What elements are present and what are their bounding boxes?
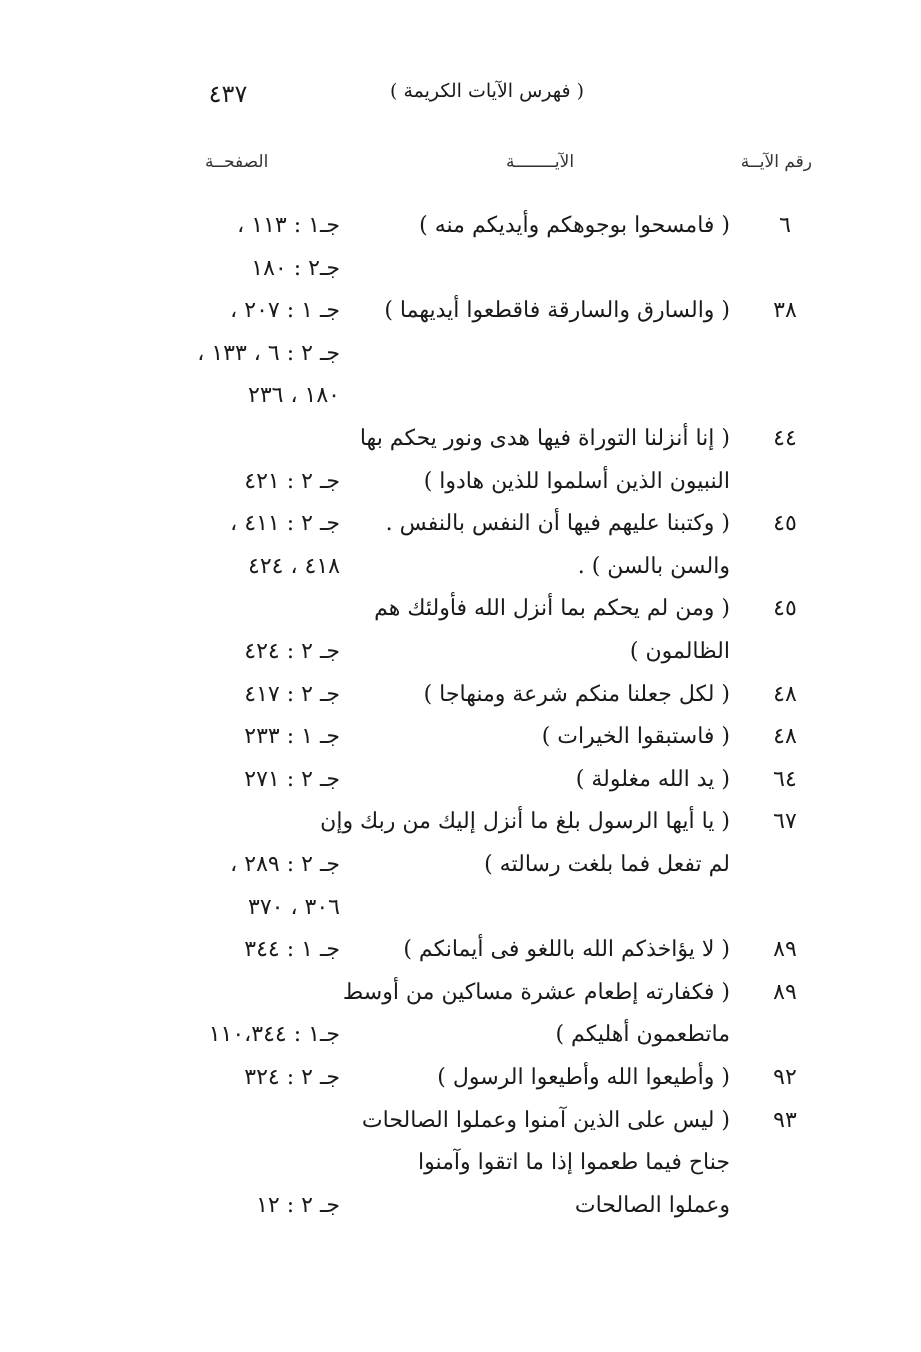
ayah-text: ( فامسحوا بوجوهكم وأيديكم منه ) [419,213,730,238]
index-line [0,979,921,1018]
column-header-ayah-number: رقم الآيــة [740,152,812,172]
index-line [0,1152,921,1188]
index-line [0,894,921,933]
page-reference: جـ ١ : ٢٣٣ [244,724,340,750]
ayah-text: ( لكل جعلنا منكم شرعة ومنهاجا ) [423,681,730,707]
ayah-text: النبيون الذين أسلموا للذين هادوا ) [423,468,730,494]
page-reference: جـ ٢ : ٦ ، ١٣٣ ، [197,340,340,366]
index-line [0,726,921,762]
page-reference: جـ٢ : ١٨٠ [251,255,340,281]
page-reference: جـ١ : ١١٣ ، [237,213,340,238]
ayah-text: ( فكفارته إطعام عشرة مساكين من أوسط [342,979,730,1005]
index-line [0,641,921,677]
ayah-number: ٤٥ [773,596,797,622]
ayah-number: ٤٤ [773,426,797,451]
ayah-number: ٦ [779,213,791,238]
column-header-ayah: الآيــــــــة [505,152,575,172]
ayah-number: ٨٩ [773,979,797,1005]
page-reference: جـ ١ : ٢٠٧ ، [230,298,340,324]
ayah-number: ٩٣ [773,1107,797,1133]
ayah-text: ( لا يؤاخذكم الله باللغو فى أيمانكم ) [403,937,730,963]
page-title: ( فهرس الآيات الكريمة ) [390,80,585,102]
ayah-text: والسن بالسن ) . [577,553,730,579]
ayah-text: ( إنا أنزلنا التوراة فيها هدى ونور يحكم بها [359,426,730,451]
page-reference: جـ١ : ١١٠،٣٤٤ [208,1022,340,1048]
ayah-text: الظالمون ) [629,639,730,664]
ayah-number: ٦٤ [773,766,797,792]
index-line [0,1107,921,1146]
index-line [0,300,921,336]
ayah-number: ٦٧ [773,809,797,835]
index-line [0,854,921,890]
ayah-text: جناح فيما طعموا إذا ما اتقوا وآمنوا [418,1150,730,1176]
page-reference: جـ ٢ : ٢٨٩ ، [230,852,340,877]
ayah-text: ( والسارق والسارقة فاقطعوا أيديهما ) [384,298,730,324]
index-line [0,255,921,294]
page-reference: جـ ٢ : ٢٧١ [244,766,340,792]
page-reference: جـ ٢ : ٤٢١ [244,468,340,494]
index-line [0,468,921,507]
page-reference: ٤١٨ ، ٤٢٤ [248,553,340,579]
index-line [0,1067,921,1103]
ayah-number: ٤٨ [773,681,797,707]
ayah-text: لم تفعل فما بلغت رسالته ) [484,852,730,877]
index-line [0,513,921,549]
page-reference: جـ ٢ : ٤١١ ، [230,511,340,537]
index-line [0,681,921,720]
ayah-number: ٣٨ [773,298,797,324]
ayah-text: ماتطعمون أهليكم ) [555,1022,730,1048]
ayah-number: ٤٨ [773,724,797,750]
ayah-text: ( وكتبنا عليهم فيها أن النفس بالنفس . [385,511,730,537]
ayah-text: ( يا أيها الرسول بلغ ما أنزل إليك من ربك وإن [320,809,730,835]
ayah-text: وعملوا الصالحات [574,1192,730,1218]
index-line [0,553,921,592]
page-reference: جـ ٢ : ٤١٧ [244,681,340,707]
index-line [0,215,921,251]
index-line [0,1192,921,1231]
page-reference: جـ ١ : ٣٤٤ [244,937,340,963]
index-line [0,1024,921,1060]
page-reference: ١٨٠ ، ٢٣٦ [248,383,340,409]
page-reference: ٣٠٦ ، ٣٧٠ [248,894,340,920]
ayah-number: ٩٢ [773,1065,797,1090]
ayah-text: ( ليس على الذين آمنوا وعملوا الصالحات [361,1107,730,1133]
ayah-text: ( وأطيعوا الله وأطيعوا الرسول ) [437,1065,730,1090]
index-line [0,939,921,975]
ayah-number: ٤٥ [773,511,797,537]
index-line [0,428,921,464]
index-line [0,811,921,847]
column-header-page: الصفحــة [205,152,269,172]
page-reference: جـ ٢ : ١٢ [256,1192,340,1218]
ayah-text: ( فاستبقوا الخيرات ) [541,724,730,750]
ayah-number: ٨٩ [773,937,797,963]
index-line [0,766,921,805]
index-line [0,598,921,634]
page-reference: جـ ٢ : ٣٢٤ [244,1065,340,1090]
page-number: ٤٣٧ [208,80,248,108]
ayah-text: ( ومن لم يحكم بما أنزل الله فأولئك هم [374,596,730,622]
index-line [0,340,921,379]
page-reference: جـ ٢ : ٤٢٤ [244,639,340,664]
index-line [0,385,921,421]
ayah-text: ( يد الله مغلولة ) [575,766,730,792]
